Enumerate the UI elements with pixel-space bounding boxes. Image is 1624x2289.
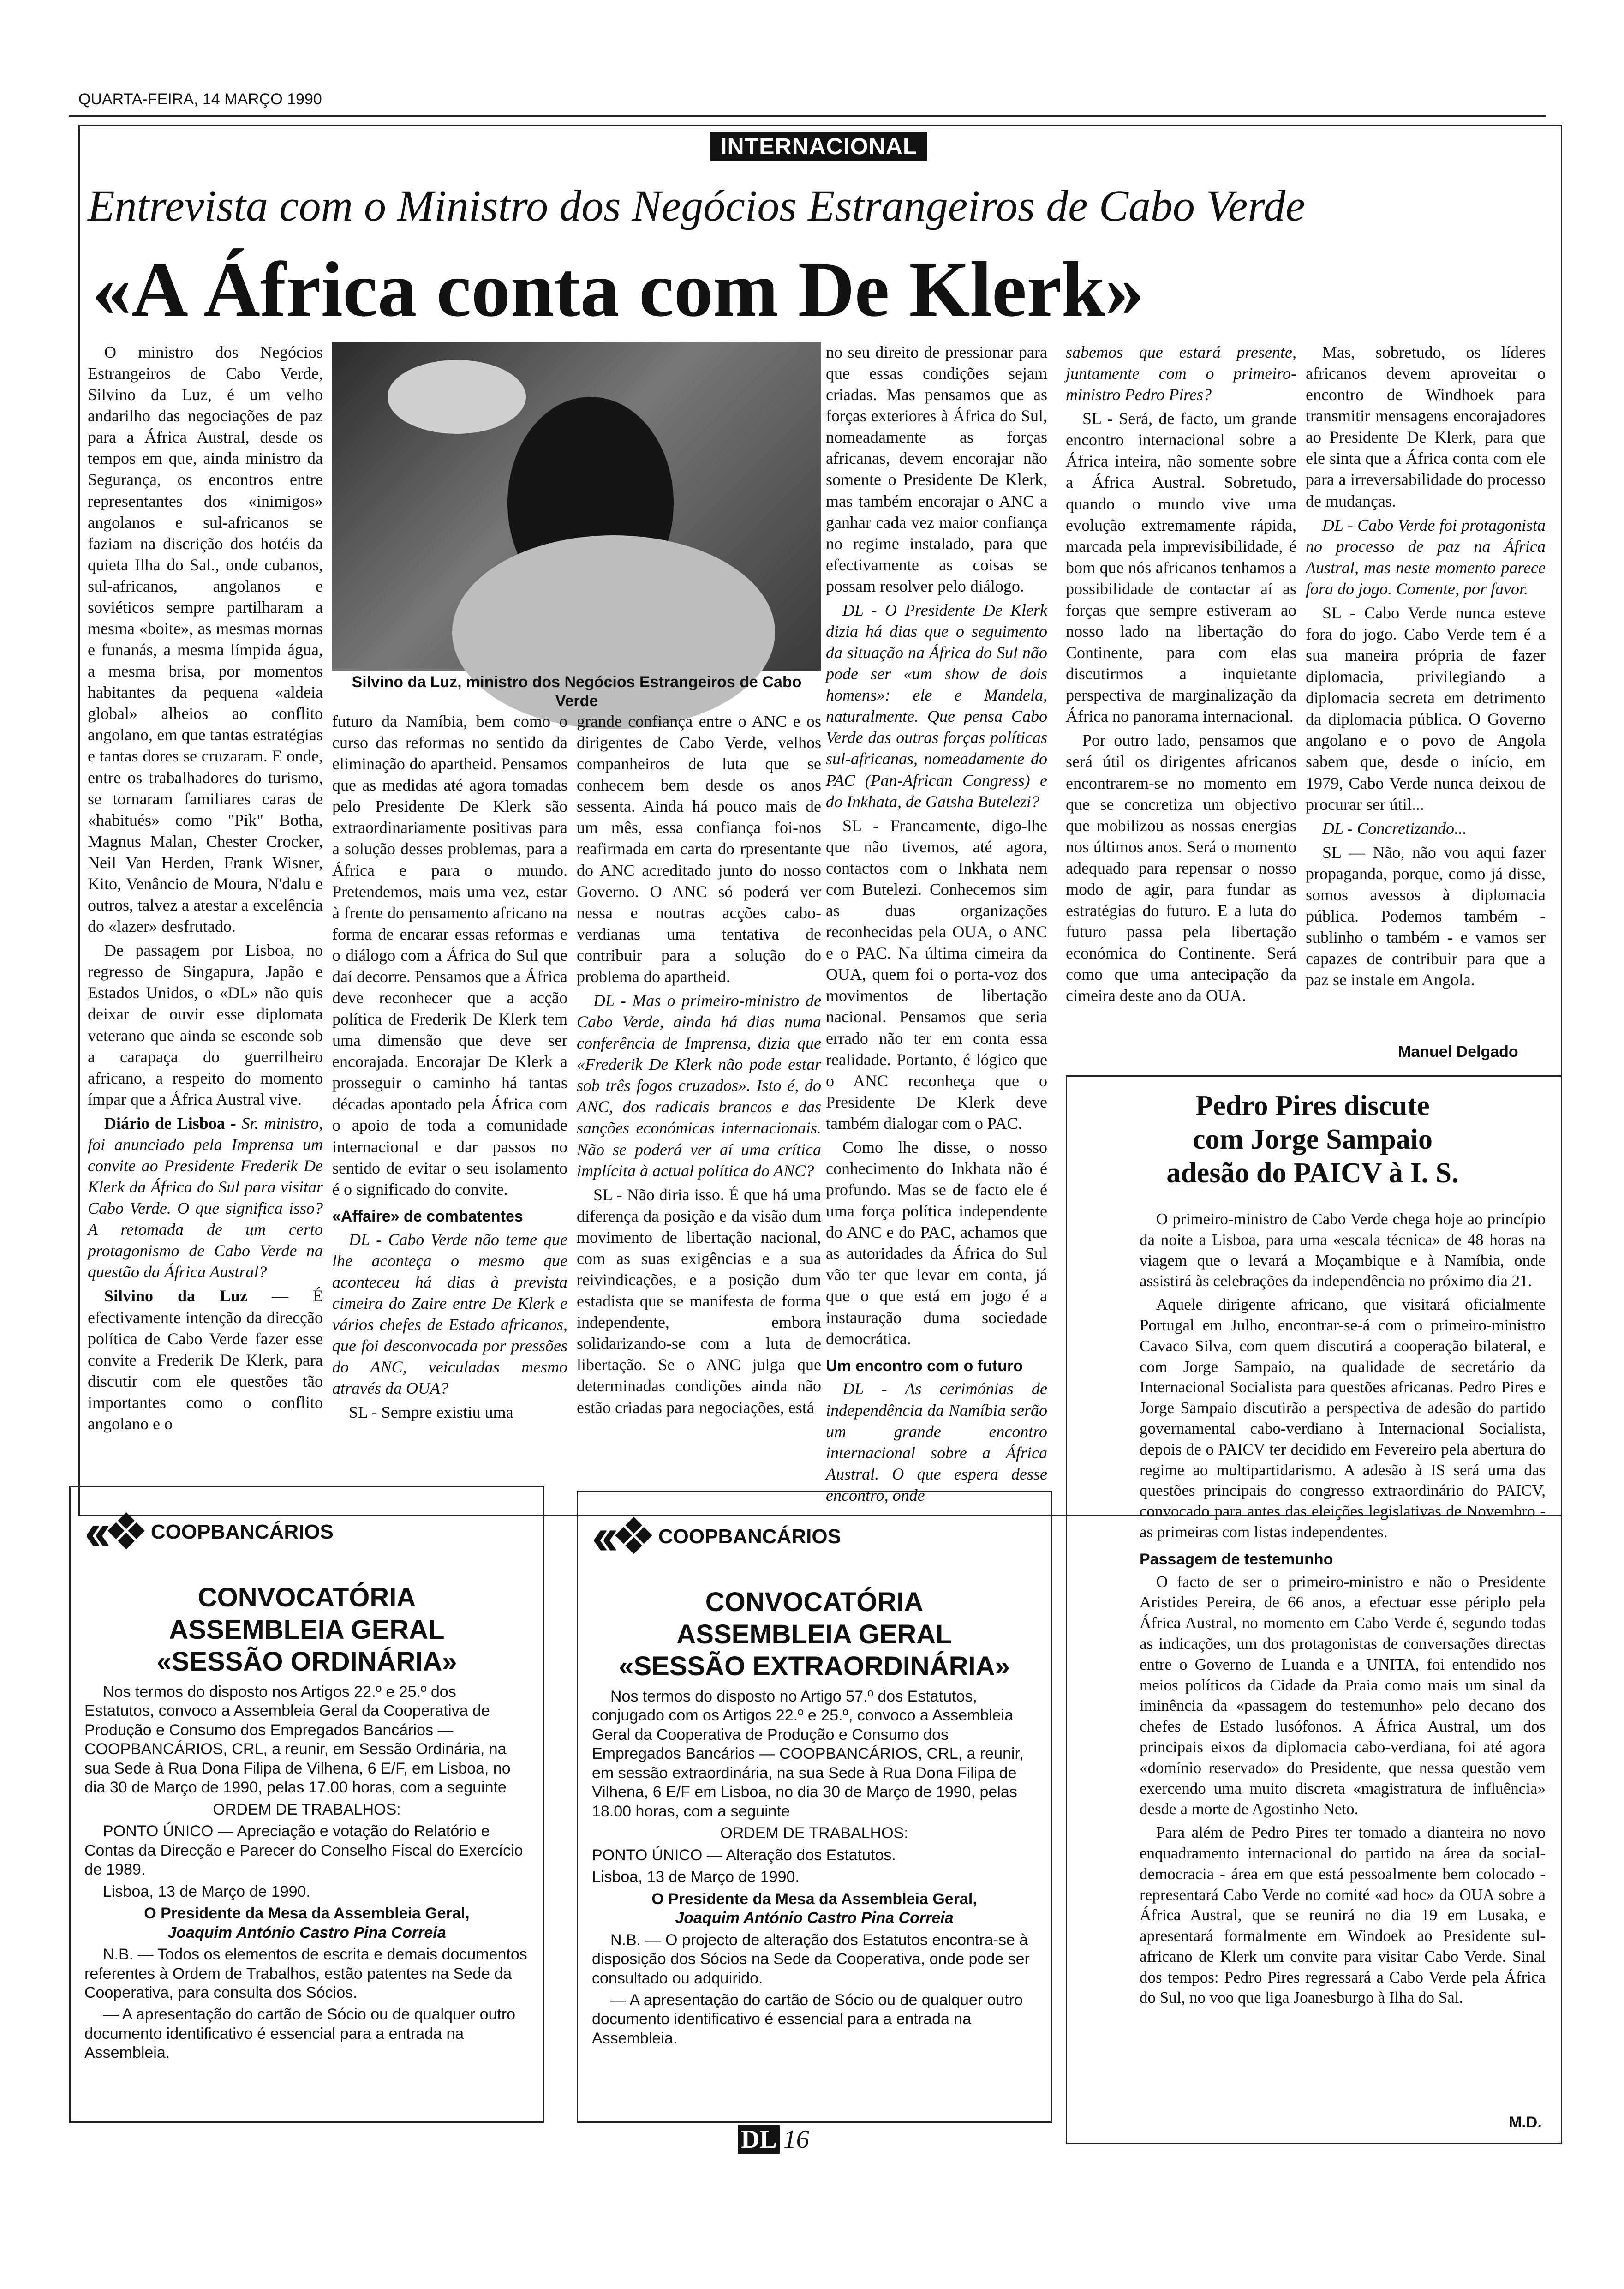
subheading: Um encontro com o futuro	[826, 1357, 1023, 1375]
paragraph: Como lhe disse, o nosso conhecimento do Inkhata não é profundo. Mas se de facto ele é uma força política independente do ANC e do PAC, achamos que as autoridades da África do Sul vão ter que levar em conta, já que o que está em jogo é a instauração duma sociedade democrática.	[826, 1138, 1047, 1348]
article-headline: «A África conta com De Klerk»	[92, 246, 1145, 333]
title-line: com Jorge Sampaio	[1192, 1124, 1433, 1156]
photo-caption: Silvino da Luz, ministro dos Negócios Estrangeiros de Cabo Verde	[352, 673, 802, 710]
ad-body: Nos termos do disposto nos Artigos 22.º e 25.º dos Estatutos, convoco a Assembleia Geral da Cooperativa de Produção e Consumo dos Empregados Bancários — COOPBANCÁRIOS, CRL, a reunir, em Sessão Ordinária, na sua Sede à Rua Dona Filipa de Vilhena, 6 E/F, em Lisboa, no dia 30 de Março de 1990, pelas 17.00 horas, com a seguinte	[84, 1683, 511, 1797]
logo-text: COOPBANCÁRIOS	[658, 1525, 841, 1548]
issue-date: QUARTA-FEIRA, 14 MARÇO 1990	[78, 90, 322, 108]
side-article-signature: M.D.	[1509, 2114, 1542, 2131]
ad-heading: «SESSÃO EXTRAORDINÁRIA»	[619, 1651, 1010, 1682]
paragraph: O facto de ser o primeiro-ministro e não o Presidente Aristides Pereira, de 66 anos, a efectuar esse périplo pela África Austral, no momento em Cabo Verde é, segundo todas as indicações, um dos protagonistas de conversações directas entre o Governo de Luanda e a UNITA, foi entendido nos meios políticos da Cidade da Praia como mais um sinal da iminência da «passagem do testemunho» pelo decano dos chefes de Estado lusófonos. A África Austral, um dos principais eixos da diplomacia cabo-verdiana, foi até agora «domínio reservado» do Presidente, que nessa questão vem exercendo uma muito discreta «magistratura de influência» desde a morte de Agostinho Neto.	[1140, 1572, 1546, 1818]
paragraph: futuro da Namíbia, bem como o curso das reformas no sentido da eliminação do apartheid. Pensamos que as medidas até agora tomadas pelo Presidente De Klerk são extraordinariamente positivas para a solução desses problemas, para a África e para o mundo. Pretendemos, mais uma vez, estar à frente do pensamento africano na forma de encarar essas reformas e o diálogo com a África do Sul que daí decorre. Pensamos que a África deve reconhecer que a acção política de Frederik De Klerk tem uma dimensão que deve ser encorajada. Encorajar De Klerk a prosseguir o caminho há tantas décadas apontado pela África com o apoio de toda a comunidade internacional e dar passos no sentido de evitar o seu isolamento é o significado do convite.	[332, 712, 567, 1198]
interviewer-label: Diário de Lisboa -	[104, 1114, 236, 1133]
article-column-4	[826, 342, 1047, 1509]
page-footer	[738, 2125, 809, 2154]
paragraph: grande confiança entre o ANC e os dirigentes de Cabo Verde, velhos companheiros de luta que se conhecem bem desde os anos sessenta. Ainda há pouco mais de um mês, essa confiança foi-nos reafirmada em carta do rpresentante do ANC acreditado junto do nosso Governo. O ANC só poderá ver nessa e noutras acções cabo-verdianas uma tentativa de contribuir para a solução do problema do apartheid.	[577, 712, 821, 986]
interviewee-label: Silvino da Luz —	[104, 1287, 289, 1306]
article-kicker: Entrevista com o Ministro dos Negócios Estrangeiros de Cabo Verde	[88, 181, 1305, 230]
paragraph: Mas, sobretudo, os líderes africanos devem aproveitar o encontro de Windhoek para transmitir mensagens encorajadores ao Presidente De Klerk, para que ele sinta que a África conta com ele para a irreversabilidade do processo de mudanças.	[1306, 343, 1546, 510]
ad-heading: ASSEMBLEIA GERAL	[169, 1614, 445, 1645]
subheading: Passagem de testemunho	[1140, 1550, 1333, 1568]
answer: SL - Será, de facto, um grande encontro internacional sobre a África inteira, não somente sobre a África Austral. Sobretudo, quando o mundo vive uma evolução extremamente rápida, marcada pela imprevisibilidade, é bom que nós africanos tenhamos a possibilidade de contactar aí as forças que sempre estiveram ao nosso lado na libertação do Continente, para com elas discutirmos a inquietante perspectiva de marginalização da África no panorama internacional.	[1066, 409, 1296, 726]
ad-signature-name: Joaquim António Castro Pina Correia	[675, 1909, 954, 1927]
section-label: INTERNACIONAL	[710, 132, 927, 161]
coop-ad-ordinaria	[69, 1486, 544, 2123]
question: DL - Cabo Verde foi protagonista no processo de paz na África Austral, mas neste momento parece fora do jogo. Comente, por favor.	[1306, 515, 1546, 598]
paragraph: Por outro lado, pensamos que será útil os dirigentes africanos encontrarem-se no momento em que se concretiza um objectivo que mobilizou as nossas energias nos últimos anos. Será o momento adequado para repensar o nosso modo de agir, para fundar as estratégias do futuro. E a luta do futuro passa pela libertação económica do Continente. Será como que uma antecipação da cimeira deste ano da OUA.	[1066, 731, 1296, 1005]
ad-agenda-heading: ORDEM DE TRABALHOS:	[720, 1824, 908, 1842]
article-column-1	[88, 342, 323, 1437]
ad-note: — A apresentação do cartão de Sócio ou de qualquer outro documento identificativo é essencial para a entrada na Assembleia.	[592, 1991, 1023, 2047]
logo-text: COOPBANCÁRIOS	[150, 1521, 334, 1544]
question: DL - O Presidente De Klerk dizia há dias que o seguimento da situação na África do Sul não pode ser «um show de dois homens»: ele e Mandela, naturalmente. Que pensa Cabo Verde das outras forças políticas sul-africanas, nomeadamente do PAC (Pan-African Congress) e do Inkhata, de Gatsha Butelezi?	[826, 600, 1047, 811]
question	[88, 1113, 323, 1283]
question: DL - As cerimónias de independência da Namíbia serão um grande encontro internacional sobre a África Austral. O que espera desse encontro, onde	[826, 1379, 1047, 1504]
coopbancarios-logo	[592, 1506, 1037, 1568]
coop-logo-icon: ‹‹❖	[84, 1504, 142, 1560]
ad-heading: «SESSÃO ORDINÁRIA»	[156, 1647, 457, 1677]
question: sabemos que estará presente, juntamente com o primeiro-ministro Pedro Pires?	[1066, 343, 1296, 404]
ad-agenda: PONTO ÚNICO — Apreciação e votação do Relatório e Contas da Direcção e Parecer do Conselho Fiscal do Exercício de 1989.	[84, 1822, 523, 1879]
ad-date: Lisboa, 13 de Março de 1990.	[103, 1882, 310, 1900]
side-article-title	[1080, 1089, 1546, 1190]
coop-ad-extraordinaria	[577, 1491, 1052, 2123]
answer: SL — Não, não vou aqui fazer propaganda, porque, como já disse, somos avessos à diplomacia pública. Podemos também - sublinho o também - e vamos ser capazes de contribuir para que a paz se instale em Angola.	[1306, 843, 1546, 989]
answer: SL - Sempre existiu uma	[349, 1403, 513, 1422]
paragraph: no seu direito de pressionar para que essas condições sejam criadas. Mas pensamos que as forças exteriores à África do Sul, nomeadamente as forças africanas, devem encorajar não somente o Presidente De Klerk, mas também encorajar o ANC a ganhar cada vez maior confiança no regime instalado, para que efectivamente as coisas se possam resolver pelo diálogo.	[826, 343, 1047, 595]
article-byline: Manuel Delgado	[1398, 1043, 1518, 1061]
question: DL - Mas o primeiro-ministro de Cabo Verde, ainda há dias numa conferência de Imprensa, dizia que «Frederik De Klerk não pode estar sob três fogos cruzados». Isto é, do ANC, dos radicais brancos e das sanções económicas internacionais. Não se poderá ver aí uma crítica implícita à actual política do ANC?	[577, 991, 821, 1180]
ad-note: N.B. — Todos os elementos de escrita e demais documentos referentes à Ordem de Trabalhos, estão patentes na Sede da Cooperativa, para consulta dos Sócios.	[84, 1946, 527, 2001]
ad-agenda-heading: ORDEM DE TRABALHOS:	[213, 1800, 401, 1818]
answer: SL - Francamente, digo-lhe que não tivemos, até agora, contactos com o Inkhata nem com Butelezi. Conhecemos sim as duas organizações reconhecidas pela OUA, o ANC e o PAC. Na última cimeira da OUA, quem foi o porta-voz dos movimentos de libertação nacional. Pensamos que seria errado não ter em conta essa realidade. Portanto, é lógico que o ANC reconheça que o Presidente De Klerk deve também dialogar com o PAC.	[826, 816, 1047, 1133]
dl-logo: DL	[738, 2125, 780, 2154]
answer	[88, 1285, 323, 1434]
question-text: Sr. ministro, foi anunciado pela Imprensa um convite ao Presidente Frederik De Klerk da África do Sul para visitar Cabo Verde. O que significa isso? A retomada de um certo protagonismo de Cabo Verde na questão da África Austral?	[88, 1114, 323, 1282]
ad-heading: CONVOCATÓRIA	[197, 1582, 416, 1613]
answer: SL - Não diria isso. É que há uma diferença da posição e da visão dum movimento de libertação nacional, com as suas exigências e a sua reivindicações, e a posição dum estadista que se manifesta de forma independente, embora solidarizando-se com a luta de libertação. Se o ANC julga que determinadas condições ainda não estão criadas para negociações, está	[577, 1185, 821, 1417]
ad-signature-name: Joaquim António Castro Pina Correia	[167, 1923, 446, 1941]
article-column-5	[1066, 342, 1296, 1009]
ad-heading: ASSEMBLEIA GERAL	[676, 1619, 952, 1649]
title-line: adesão do PAICV à I. S.	[1166, 1157, 1459, 1189]
article-column-3	[577, 711, 821, 1421]
paragraph: De passagem por Lisboa, no regresso de Singapura, Japão e Estados Unidos, o «DL» não quis deixar de ouvir esse diplomata veterano que ainda se esconde sob a carapaça do guerrilheiro africano, a respeito do momento ímpar que a África Austral vive.	[88, 941, 323, 1109]
paragraph: Aquele dirigente africano, que visitará oficialmente Portugal em Julho, encontrar-se-á com o primeiro-ministro Cavaco Silva, com quem discutirá a cooperação bilateral, e com Jorge Sampaio, na qualidade de secretário da Internacional Socialista para questões africanas. Pedro Pires e Jorge Sampaio discutirão a perspectiva de adesão do partido governamental cabo-verdiano à Internacional Socialista, depois de o PAICV ter decidido em Fevereiro pela abertura do regime ao multipartidarismo. A adesão à IS será uma das questões principais do congresso extraordinário do PAICV, convocado para antes das eleições legislativas de Novembro - as primeiras com listas independentes.	[1140, 1295, 1546, 1541]
title-line: Pedro Pires discute	[1195, 1090, 1430, 1121]
coop-logo-icon: ‹‹❖	[592, 1508, 649, 1565]
ad-note: — A apresentação do cartão de Sócio ou de qualquer outro documento identificativo é essencial para a entrada na Assembleia.	[84, 2006, 516, 2062]
top-rule	[69, 115, 1546, 117]
ad-body: Nos termos do disposto no Artigo 57.º dos Estatutos, conjugado com os Artigos 22.º e 25.º, convoco a Assembleia Geral da Cooperativa de Produção e Consumo dos Empregados Bancários — COOPBANCÁRIOS, CRL, a reunir, em sessão extraordinária, na sua Sede à Rua Dona Filipa de Vilhena, 6 E/F em Lisboa, no dia 30 de Março de 1990, pelas 18.00 horas, com a seguinte	[592, 1687, 1024, 1820]
question: DL - Concretizando...	[1322, 819, 1467, 838]
answer-text: É efectivamente intenção da direcção política de Cabo Verde fazer esse convite a Frederik De Klerk, para discutir com ele questões tão importantes como o conflito angolano e o	[88, 1287, 323, 1433]
paragraph: O primeiro-ministro de Cabo Verde chega hoje ao princípio da noite a Lisboa, para uma «escala técnica» de 48 horas na viagem que o levará a Moçambique e à Namíbia, onde assistirá às celebrações da independência no próximo dia 21.	[1140, 1210, 1546, 1290]
ad-date: Lisboa, 13 de Março de 1990.	[592, 1868, 800, 1886]
ad-agenda: PONTO ÚNICO — Alteração dos Estatutos.	[592, 1846, 896, 1864]
ad-signature-title: O Presidente da Mesa da Assembleia Geral,	[144, 1905, 470, 1923]
paragraph: Para além de Pedro Pires ter tomado a dianteira no novo enquadramento internacional do partido na área da social-democracia - área em que está pessoalmente bem colocado - representará Cabo Verde no comité «ad hoc» da OUA sobre a África Austral, que se reunirá no dia 19 em Lusaka, e apresentará formalmente em Windoek ao Presidente sul-africano de Klerk um convite para visitar Cabo Verde. Sinal dos tempos: Pedro Pires regressará a Cabo Verde pela África do Sul, no voo que liga Joanesburgo à Ilha do Sal.	[1140, 1823, 1546, 2007]
side-article-body	[1140, 1209, 1546, 2011]
ad-heading: CONVOCATÓRIA	[705, 1587, 924, 1618]
paragraph: O ministro dos Negócios Estrangeiros de Cabo Verde, Silvino da Luz, é um velho andarilho das negociações de paz para a África Austral, desde os tempos em que, ainda ministro da Segurança, os encontros entre representantes dos «inimigos» angolanos e sul-africanos se faziam na discrição dos hotéis da quieta Ilha do Sal., onde cubanos, sul-africanos, angolanos e soviéticos sempre partilharam a mesma «boite», as mesmas mornas e funanás, a mesma límpida água, a mesma brisa, por momentos habitantes da pequena «aldeia global» alheios ao conflito angolano, em que tantas estratégias e tantas dores se cruzaram. E onde, entre os trabalhadores do turismo, se tornaram familiares caras de «habitués» como "Pik" Botha, Magnus Malan, Chester Crocker, Neil Van Herden, Frank Wisner, Kito, Venâncio de Moura, N'dalu e outros, talvez a atestar a excelência do «lazer» desfrutado.	[88, 343, 323, 936]
ad-note: N.B. — O projecto de alteração dos Estatutos encontra-se à disposição dos Sócios na Sede da Cooperativa, onde pode ser consultado ou adquirido.	[592, 1931, 1030, 1987]
question: DL - Cabo Verde não teme que lhe aconteça o mesmo que aconteceu há dias à prevista cimeira do Zaire entre De Klerk e vários chefes de Estado africanos, que foi desconvocada por pressões do ANC, veiculadas mesmo através da OUA?	[332, 1230, 567, 1398]
article-column-2	[332, 711, 567, 1426]
ad-signature-title: O Presidente da Mesa da Assembleia Geral,	[651, 1890, 977, 1908]
coopbancarios-logo	[84, 1501, 529, 1563]
answer: SL - Cabo Verde nunca esteve fora do jogo. Cabo Verde tem é a sua maneira própria de fazer diplomacia, privilegiando a diplomacia secreta em detrimento da diplomacia pública. O Governo angolano e o povo de Angola sabem que, desde o início, em 1979, Cabo Verde nunca deixou de procurar ser útil...	[1306, 603, 1546, 814]
article-column-6	[1306, 342, 1546, 993]
portrait-photo	[332, 342, 821, 671]
page-number: 16	[783, 2125, 809, 2154]
subheading: «Affaire» de combatentes	[332, 1207, 523, 1225]
